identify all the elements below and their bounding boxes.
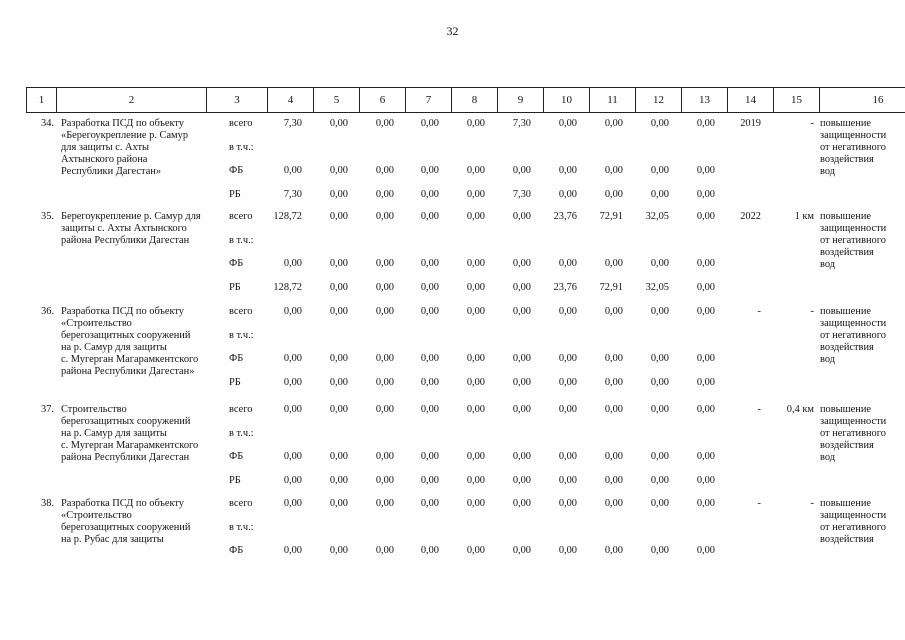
funding-value: 0,00 (650, 498, 669, 509)
funding-value: 32,05 (645, 211, 669, 222)
row-number: 38. (41, 498, 54, 509)
funding-value: 0,00 (604, 545, 623, 556)
implementation-year: 2022 (740, 211, 761, 222)
funding-value: 0,00 (696, 165, 715, 176)
funding-value: 0,00 (512, 353, 531, 364)
funding-value: 0,00 (375, 258, 394, 269)
column-header-12: 12 (636, 88, 682, 113)
funding-value: 0,00 (650, 404, 669, 415)
object-name: Разработка ПСД по объекту «Строительство берегозащитных сооружений на р. Рубас для защиты (61, 498, 191, 545)
capacity: 1 км (794, 211, 814, 222)
funding-source-label: ФБ (229, 258, 244, 269)
funding-value: 0,00 (420, 451, 439, 462)
funding-value: 0,00 (512, 211, 531, 222)
funding-value: 0,00 (512, 258, 531, 269)
funding-value: 0,00 (650, 353, 669, 364)
object-name: Разработка ПСД по объекту «Строительство берегозащитных сооружений на р. Самур для защиты с. Мугерган Магарамкентского района Республики Дагестан» (61, 306, 199, 377)
row-number: 34. (41, 118, 54, 129)
funding-value: 0,00 (375, 353, 394, 364)
object-name: Строительство берегозащитных сооружений на р. Самур для защиты с. Мугерган Магарамкентского района Республики Дагестан (61, 404, 199, 463)
funding-value: 0,00 (375, 451, 394, 462)
funding-value: 0,00 (420, 404, 439, 415)
capacity: - (810, 306, 814, 317)
funding-value: 0,00 (283, 498, 302, 509)
funding-value: 0,00 (650, 165, 669, 176)
funding-value: 0,00 (696, 353, 715, 364)
column-header-9: 9 (498, 88, 544, 113)
funding-value: 0,00 (420, 165, 439, 176)
funding-value: 0,00 (283, 404, 302, 415)
funding-value: 0,00 (420, 353, 439, 364)
funding-value: 0,00 (696, 451, 715, 462)
funding-value: 0,00 (696, 282, 715, 293)
funding-value: 0,00 (512, 306, 531, 317)
column-header-16: 16 (820, 88, 905, 113)
funding-value: 0,00 (420, 498, 439, 509)
column-header-11: 11 (590, 88, 636, 113)
funding-value: 0,00 (696, 258, 715, 269)
funding-value: 72,91 (599, 211, 623, 222)
funding-value: 0,00 (558, 545, 577, 556)
funding-value: 0,00 (466, 189, 485, 200)
funding-value: 23,76 (553, 282, 577, 293)
funding-source-label: в т.ч.: (229, 235, 254, 246)
funding-value: 0,00 (283, 377, 302, 388)
column-header-4: 4 (268, 88, 314, 113)
funding-value: 0,00 (466, 353, 485, 364)
funding-value: 0,00 (558, 377, 577, 388)
funding-value: 0,00 (696, 498, 715, 509)
funding-value: 0,00 (329, 165, 348, 176)
funding-value: 0,00 (420, 189, 439, 200)
funding-value: 0,00 (329, 498, 348, 509)
funding-value: 0,00 (604, 475, 623, 486)
funding-value: 0,00 (375, 189, 394, 200)
implementation-year: - (757, 498, 761, 509)
funding-value: 128,72 (273, 211, 302, 222)
column-header-7: 7 (406, 88, 452, 113)
funding-value: 0,00 (604, 498, 623, 509)
funding-value: 0,00 (466, 118, 485, 129)
funding-value: 0,00 (604, 306, 623, 317)
funding-value: 0,00 (650, 258, 669, 269)
funding-value: 7,30 (512, 118, 531, 129)
page-number: 32 (446, 24, 459, 38)
funding-value: 0,00 (650, 306, 669, 317)
funding-value: 0,00 (420, 475, 439, 486)
funding-value: 0,00 (696, 306, 715, 317)
expected-result: повышение защищенности от негативного воздействия вод (820, 306, 887, 365)
funding-value: 0,00 (329, 377, 348, 388)
column-header-15: 15 (774, 88, 820, 113)
funding-source-label: ФБ (229, 451, 244, 462)
funding-value: 0,00 (283, 475, 302, 486)
funding-value: 0,00 (466, 258, 485, 269)
column-header-8: 8 (452, 88, 498, 113)
funding-value: 0,00 (375, 306, 394, 317)
expected-result: повышение защищенности от негативного воздействия (820, 498, 887, 545)
funding-value: 0,00 (512, 475, 531, 486)
funding-source-label: ФБ (229, 545, 244, 556)
funding-value: 0,00 (558, 451, 577, 462)
funding-value: 0,00 (650, 451, 669, 462)
funding-value: 0,00 (329, 282, 348, 293)
funding-value: 0,00 (558, 404, 577, 415)
funding-source-label: всего (229, 118, 253, 129)
funding-value: 0,00 (696, 211, 715, 222)
funding-value: 0,00 (604, 189, 623, 200)
funding-value: 0,00 (604, 404, 623, 415)
column-header-13: 13 (682, 88, 728, 113)
funding-value: 0,00 (466, 545, 485, 556)
funding-value: 0,00 (375, 211, 394, 222)
funding-value: 0,00 (466, 404, 485, 415)
funding-value: 0,00 (696, 189, 715, 200)
funding-value: 0,00 (604, 118, 623, 129)
funding-value: 0,00 (512, 451, 531, 462)
funding-source-label: в т.ч.: (229, 142, 254, 153)
funding-value: 0,00 (420, 258, 439, 269)
capacity: - (810, 498, 814, 509)
funding-value: 0,00 (696, 377, 715, 388)
funding-value: 0,00 (604, 353, 623, 364)
funding-value: 0,00 (375, 498, 394, 509)
implementation-year: - (757, 404, 761, 415)
funding-value: 0,00 (558, 189, 577, 200)
column-header-14: 14 (728, 88, 774, 113)
funding-value: 0,00 (329, 306, 348, 317)
funding-value: 0,00 (329, 118, 348, 129)
capacity: - (810, 118, 814, 129)
funding-value: 0,00 (283, 306, 302, 317)
funding-value: 0,00 (329, 258, 348, 269)
funding-value: 0,00 (420, 282, 439, 293)
column-header-2: 2 (57, 88, 207, 113)
funding-value: 0,00 (329, 404, 348, 415)
funding-value: 0,00 (420, 377, 439, 388)
column-header-3: 3 (207, 88, 268, 113)
funding-value: 0,00 (696, 404, 715, 415)
implementation-year: 2019 (740, 118, 761, 129)
funding-value: 0,00 (650, 475, 669, 486)
implementation-year: - (757, 306, 761, 317)
funding-value: 0,00 (466, 306, 485, 317)
funding-value: 0,00 (420, 306, 439, 317)
funding-value: 0,00 (650, 377, 669, 388)
funding-value: 0,00 (650, 189, 669, 200)
funding-value: 0,00 (329, 211, 348, 222)
funding-source-label: в т.ч.: (229, 330, 254, 341)
funding-value: 23,76 (553, 211, 577, 222)
funding-value: 0,00 (329, 475, 348, 486)
column-header-1: 1 (27, 88, 57, 113)
funding-value: 0,00 (466, 377, 485, 388)
funding-value: 0,00 (375, 475, 394, 486)
row-number: 37. (41, 404, 54, 415)
funding-value: 0,00 (420, 118, 439, 129)
funding-value: 0,00 (466, 451, 485, 462)
funding-value: 0,00 (558, 498, 577, 509)
funding-value: 0,00 (512, 282, 531, 293)
funding-value: 0,00 (375, 545, 394, 556)
funding-value: 0,00 (558, 353, 577, 364)
funding-value: 0,00 (558, 118, 577, 129)
funding-value: 0,00 (283, 258, 302, 269)
funding-value: 0,00 (558, 165, 577, 176)
funding-value: 0,00 (466, 475, 485, 486)
funding-value: 0,00 (558, 306, 577, 317)
funding-value: 0,00 (329, 451, 348, 462)
funding-value: 0,00 (558, 475, 577, 486)
funding-value: 0,00 (512, 545, 531, 556)
column-header-5: 5 (314, 88, 360, 113)
row-number: 35. (41, 211, 54, 222)
funding-value: 72,91 (599, 282, 623, 293)
funding-source-label: всего (229, 498, 253, 509)
funding-value: 0,00 (696, 545, 715, 556)
funding-value: 0,00 (512, 165, 531, 176)
funding-value: 0,00 (283, 165, 302, 176)
funding-source-label: всего (229, 306, 253, 317)
funding-value: 0,00 (604, 377, 623, 388)
expected-result: повышение защищенности от негативного воздействия вод (820, 404, 887, 463)
funding-source-label: РБ (229, 475, 241, 486)
funding-value: 0,00 (329, 353, 348, 364)
object-name: Разработка ПСД по объекту «Берегоукрепление р. Самур для защиты с. Ахты Ахтынского района Республики Дагестан» (61, 118, 189, 177)
funding-value: 0,00 (283, 451, 302, 462)
funding-source-label: ФБ (229, 165, 244, 176)
expected-result: повышение защищенности от негативного воздействия вод (820, 118, 887, 177)
funding-value: 0,00 (512, 377, 531, 388)
funding-value: 7,30 (283, 189, 302, 200)
column-header-row (26, 87, 905, 113)
funding-value: 0,00 (329, 189, 348, 200)
object-name: Берегоукрепление р. Самур для защиты с. Ахты Ахтынского района Республики Дагестан (61, 211, 201, 246)
funding-value: 0,00 (283, 545, 302, 556)
funding-source-label: РБ (229, 189, 241, 200)
funding-value: 0,00 (466, 165, 485, 176)
row-number: 36. (41, 306, 54, 317)
funding-source-label: в т.ч.: (229, 428, 254, 439)
funding-value: 0,00 (375, 282, 394, 293)
funding-value: 0,00 (466, 282, 485, 293)
funding-value: 0,00 (283, 353, 302, 364)
funding-source-label: всего (229, 211, 253, 222)
funding-value: 0,00 (375, 377, 394, 388)
expected-result: повышение защищенности от негативного воздействия вод (820, 211, 887, 270)
funding-value: 0,00 (466, 211, 485, 222)
funding-value: 0,00 (466, 498, 485, 509)
funding-source-label: РБ (229, 282, 241, 293)
funding-value: 0,00 (650, 118, 669, 129)
funding-value: 0,00 (558, 258, 577, 269)
funding-value: 32,05 (645, 282, 669, 293)
funding-source-label: РБ (229, 377, 241, 388)
funding-value: 0,00 (329, 545, 348, 556)
funding-value: 0,00 (604, 165, 623, 176)
funding-value: 0,00 (696, 118, 715, 129)
column-header-10: 10 (544, 88, 590, 113)
funding-value: 0,00 (650, 545, 669, 556)
funding-source-label: ФБ (229, 353, 244, 364)
capacity: 0,4 км (786, 404, 814, 415)
funding-value: 0,00 (512, 498, 531, 509)
funding-value: 0,00 (696, 475, 715, 486)
funding-source-label: в т.ч.: (229, 522, 254, 533)
funding-value: 0,00 (420, 545, 439, 556)
funding-value: 128,72 (273, 282, 302, 293)
funding-value: 7,30 (512, 189, 531, 200)
funding-value: 0,00 (375, 118, 394, 129)
funding-value: 0,00 (375, 404, 394, 415)
funding-value: 0,00 (375, 165, 394, 176)
column-header-6: 6 (360, 88, 406, 113)
funding-value: 0,00 (604, 451, 623, 462)
funding-value: 0,00 (420, 211, 439, 222)
funding-value: 0,00 (512, 404, 531, 415)
funding-value: 7,30 (283, 118, 302, 129)
funding-source-label: всего (229, 404, 253, 415)
funding-value: 0,00 (604, 258, 623, 269)
